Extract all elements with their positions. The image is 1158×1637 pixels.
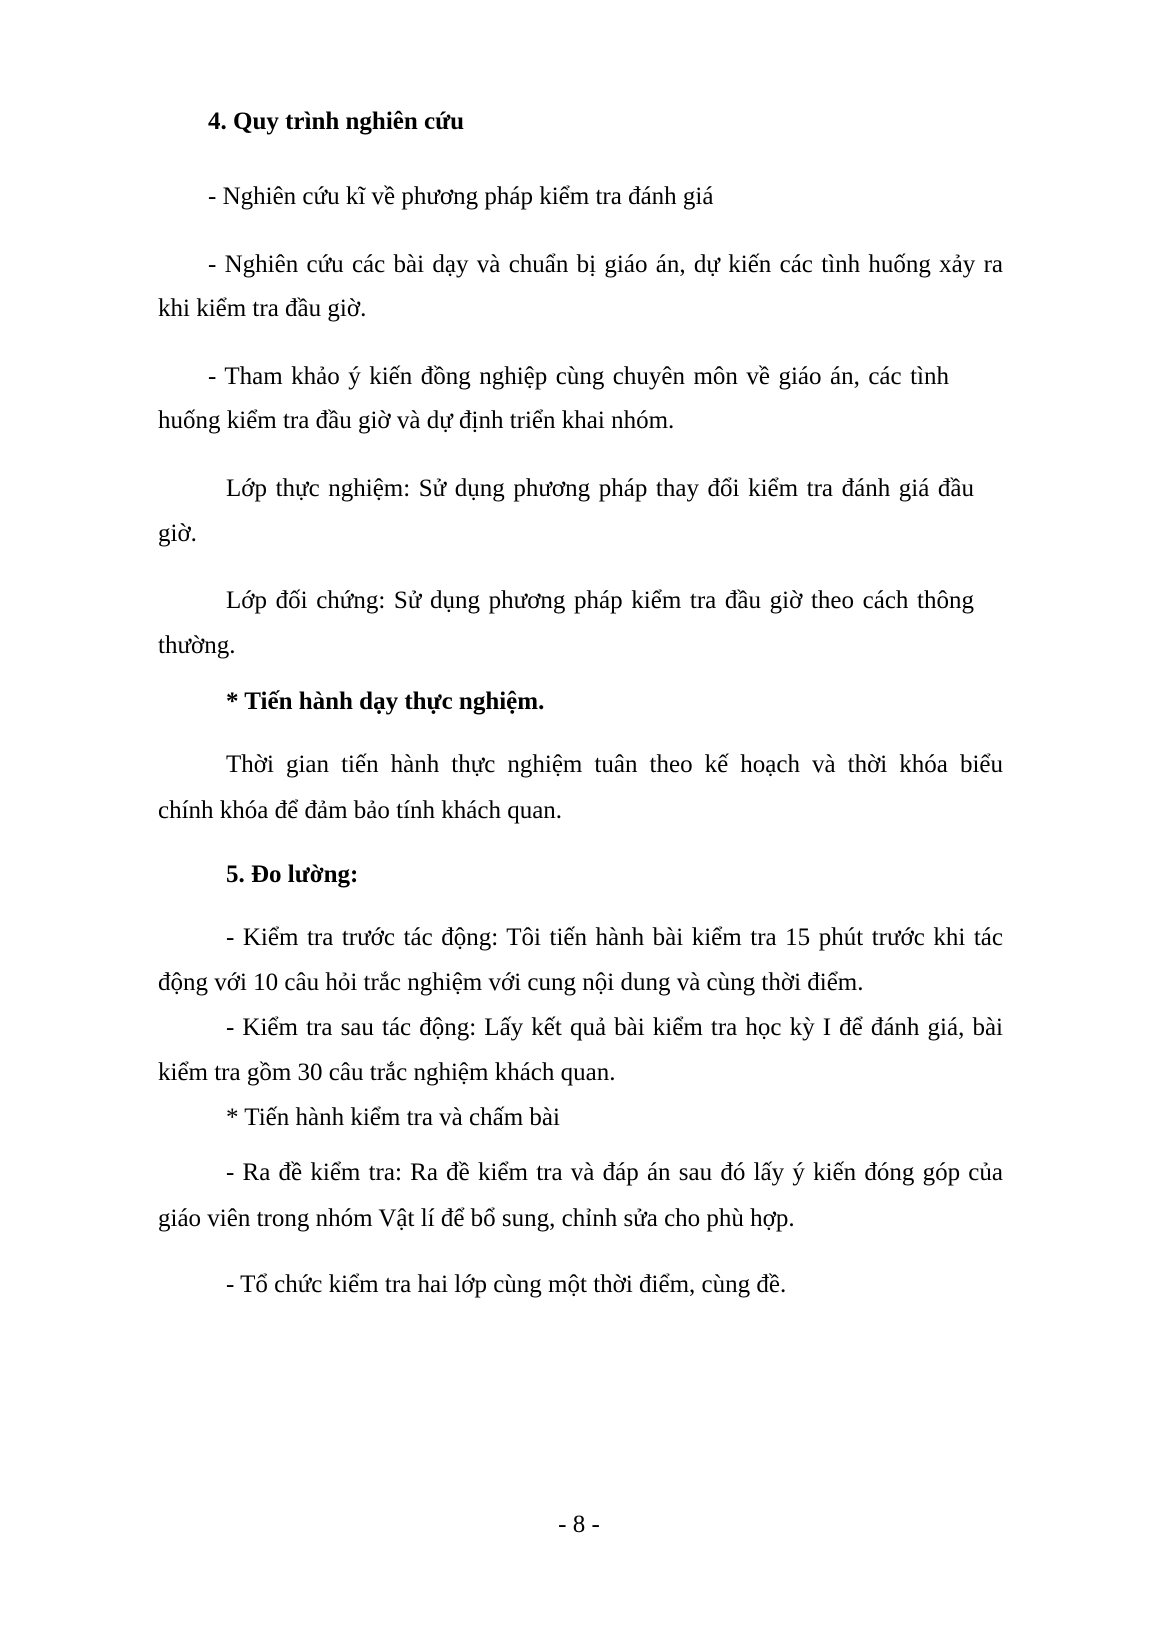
- paragraph-control-class-line1: Lớp đối chứng: Sử dụng phương pháp kiểm tra đầu giờ theo cách thông: [226, 587, 974, 614]
- paragraph-control-class-line2: thường.: [158, 632, 236, 659]
- paragraph-posttest-line1: - Kiểm tra sau tác động: Lấy kết quả bài kiểm tra học kỳ I để đánh giá, bài: [226, 1014, 1003, 1041]
- paragraph-test-design-line2: giáo viên trong nhóm Vật lí để bổ sung, chỉnh sửa cho phù hợp.: [158, 1205, 795, 1232]
- paragraph-posttest-line2: kiểm tra gồm 30 câu trắc nghiệm khách quan.: [158, 1059, 616, 1086]
- paragraph-test-design-line1: - Ra đề kiểm tra: Ra đề kiểm tra và đáp án sau đó lấy ý kiến đóng góp của: [226, 1159, 1003, 1186]
- paragraph-lesson-prep-line1: - Nghiên cứu các bài dạy và chuẩn bị giáo án, dự kiến các tình huống xảy ra: [208, 251, 1003, 278]
- paragraph-experimental-class-line1: Lớp thực nghiệm: Sử dụng phương pháp thay đổi kiểm tra đánh giá đầu: [226, 475, 974, 502]
- paragraph-experimental-class-line2: giờ.: [158, 520, 197, 547]
- paragraph-lesson-prep-line2: khi kiểm tra đầu giờ.: [158, 295, 367, 322]
- paragraph-schedule-line1: Thời gian tiến hành thực nghiệm tuân theo kế hoạch và thời khóa biểu: [226, 751, 1003, 778]
- paragraph-organize-test: - Tổ chức kiểm tra hai lớp cùng một thời điểm, cùng đề.: [226, 1271, 787, 1298]
- paragraph-consult-line1: - Tham khảo ý kiến đồng nghiệp cùng chuyên môn về giáo án, các tình: [208, 363, 949, 390]
- page-number: - 8 -: [558, 1511, 600, 1538]
- paragraph-research-method: - Nghiên cứu kĩ về phương pháp kiểm tra đánh giá: [208, 183, 714, 210]
- paragraph-schedule-line2: chính khóa để đảm bảo tính khách quan.: [158, 797, 563, 824]
- section-5-heading: 5. Đo lường:: [226, 861, 359, 888]
- paragraph-conduct-testing: * Tiến hành kiểm tra và chấm bài: [226, 1104, 560, 1131]
- paragraph-pretest-line2: động với 10 câu hỏi trắc nghiệm với cung nội dung và cùng thời điểm.: [158, 969, 864, 996]
- paragraph-consult-line2: huống kiểm tra đầu giờ và dự định triển khai nhóm.: [158, 407, 675, 434]
- subheading-experimental-teaching: * Tiến hành dạy thực nghiệm.: [226, 688, 545, 715]
- section-4-heading: 4. Quy trình nghiên cứu: [208, 108, 465, 135]
- paragraph-pretest-line1: - Kiểm tra trước tác động: Tôi tiến hành bài kiểm tra 15 phút trước khi tác: [226, 924, 1003, 951]
